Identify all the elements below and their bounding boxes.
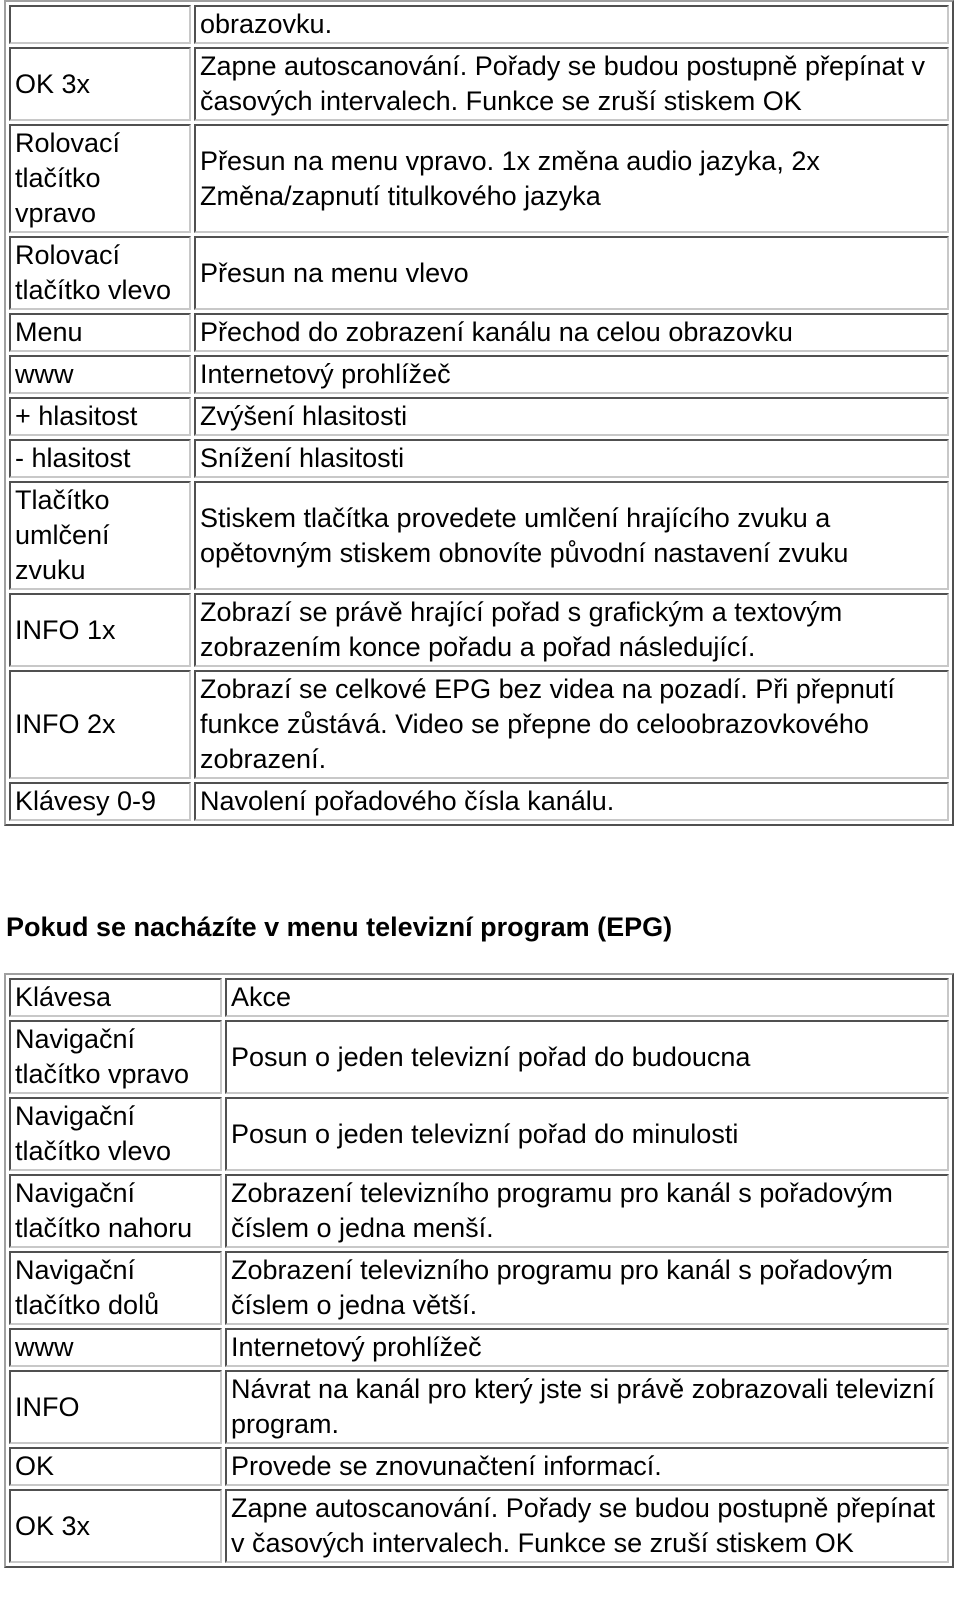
epg-keys-table — [4, 973, 954, 1568]
table-row — [9, 47, 949, 121]
action-cell: Návrat na kanál pro který jste si právě zobrazovali televizní program. — [225, 1370, 949, 1444]
key-cell: OK 3x — [9, 1489, 222, 1563]
table-row — [9, 1489, 949, 1563]
key-cell: Navigační tlačítko dolů — [9, 1251, 222, 1325]
key-cell: OK — [9, 1447, 222, 1486]
key-cell: Navigační tlačítko vpravo — [9, 1020, 222, 1094]
header-action-cell: Akce — [225, 978, 949, 1017]
table-row — [9, 1447, 949, 1486]
action-cell: Zobrazení televizního programu pro kanál s pořadovým číslem o jedna menší. — [225, 1174, 949, 1248]
action-cell: Posun o jeden televizní pořad do minulosti — [225, 1097, 949, 1171]
key-cell: Navigační tlačítko nahoru — [9, 1174, 222, 1248]
table-row — [9, 782, 949, 821]
key-cell: INFO — [9, 1370, 222, 1444]
table-row — [9, 1097, 949, 1171]
action-cell: Zobrazení televizního programu pro kanál s pořadovým číslem o jedna větší. — [225, 1251, 949, 1325]
key-cell: Menu — [9, 313, 191, 352]
table-row — [9, 355, 949, 394]
key-cell: Rolovací tlačítko vpravo — [9, 124, 191, 233]
table-row — [9, 1370, 949, 1444]
table-row — [9, 236, 949, 310]
table-row — [9, 439, 949, 478]
key-cell: Klávesy 0-9 — [9, 782, 191, 821]
table-row — [9, 1251, 949, 1325]
action-cell: Přechod do zobrazení kanálu na celou obrazovku — [194, 313, 949, 352]
key-cell: www — [9, 1328, 222, 1367]
action-cell: Zapne autoscanování. Pořady se budou postupně přepínat v časových intervalech. Funkce se zruší stiskem OK — [194, 47, 949, 121]
section-heading: Pokud se nacházíte v menu televizní program (EPG) — [6, 912, 673, 942]
action-cell: Internetový prohlížeč — [225, 1328, 949, 1367]
action-cell: Navolení pořadového čísla kanálu. — [194, 782, 949, 821]
table-row — [9, 313, 949, 352]
table-row — [9, 124, 949, 233]
key-cell: + hlasitost — [9, 397, 191, 436]
key-cell: INFO 2x — [9, 670, 191, 779]
key-cell: www — [9, 355, 191, 394]
key-cell: - hlasitost — [9, 439, 191, 478]
action-cell: Provede se znovunačtení informací. — [225, 1447, 949, 1486]
table-row — [9, 1328, 949, 1367]
table-row — [9, 397, 949, 436]
action-cell: obrazovku. — [194, 5, 949, 44]
key-cell: Rolovací tlačítko vlevo — [9, 236, 191, 310]
table-row — [9, 1174, 949, 1248]
table-row — [9, 1020, 949, 1094]
table-row — [9, 593, 949, 667]
key-cell: Tlačítko umlčení zvuku — [9, 481, 191, 590]
key-cell — [9, 5, 191, 44]
header-key-cell: Klávesa — [9, 978, 222, 1017]
table-row — [9, 5, 949, 44]
action-cell: Zvýšení hlasitosti — [194, 397, 949, 436]
key-cell: OK 3x — [9, 47, 191, 121]
action-cell: Zobrazí se celkové EPG bez videa na pozadí. Při přepnutí funkce zůstává. Video se přepne do celoobrazovkového zobrazení. — [194, 670, 949, 779]
action-cell: Zobrazí se právě hrající pořad s grafickým a textovým zobrazením konce pořadu a pořad následující. — [194, 593, 949, 667]
action-cell: Snížení hlasitosti — [194, 439, 949, 478]
action-cell: Přesun na menu vlevo — [194, 236, 949, 310]
action-cell: Internetový prohlížeč — [194, 355, 949, 394]
key-cell: Navigační tlačítko vlevo — [9, 1097, 222, 1171]
action-cell: Přesun na menu vpravo. 1x změna audio jazyka, 2x Změna/zapnutí titulkového jazyka — [194, 124, 949, 233]
table-header-row — [9, 978, 949, 1017]
remote-keys-table — [4, 0, 954, 826]
action-cell: Posun o jeden televizní pořad do budoucna — [225, 1020, 949, 1094]
action-cell: Stiskem tlačítka provedete umlčení hrajícího zvuku a opětovným stiskem obnovíte původní nastavení zvuku — [194, 481, 949, 590]
action-cell: Zapne autoscanování. Pořady se budou postupně přepínat v časových intervalech. Funkce se zruší stiskem OK — [225, 1489, 949, 1563]
key-cell: INFO 1x — [9, 593, 191, 667]
table-row — [9, 481, 949, 590]
table-row — [9, 670, 949, 779]
